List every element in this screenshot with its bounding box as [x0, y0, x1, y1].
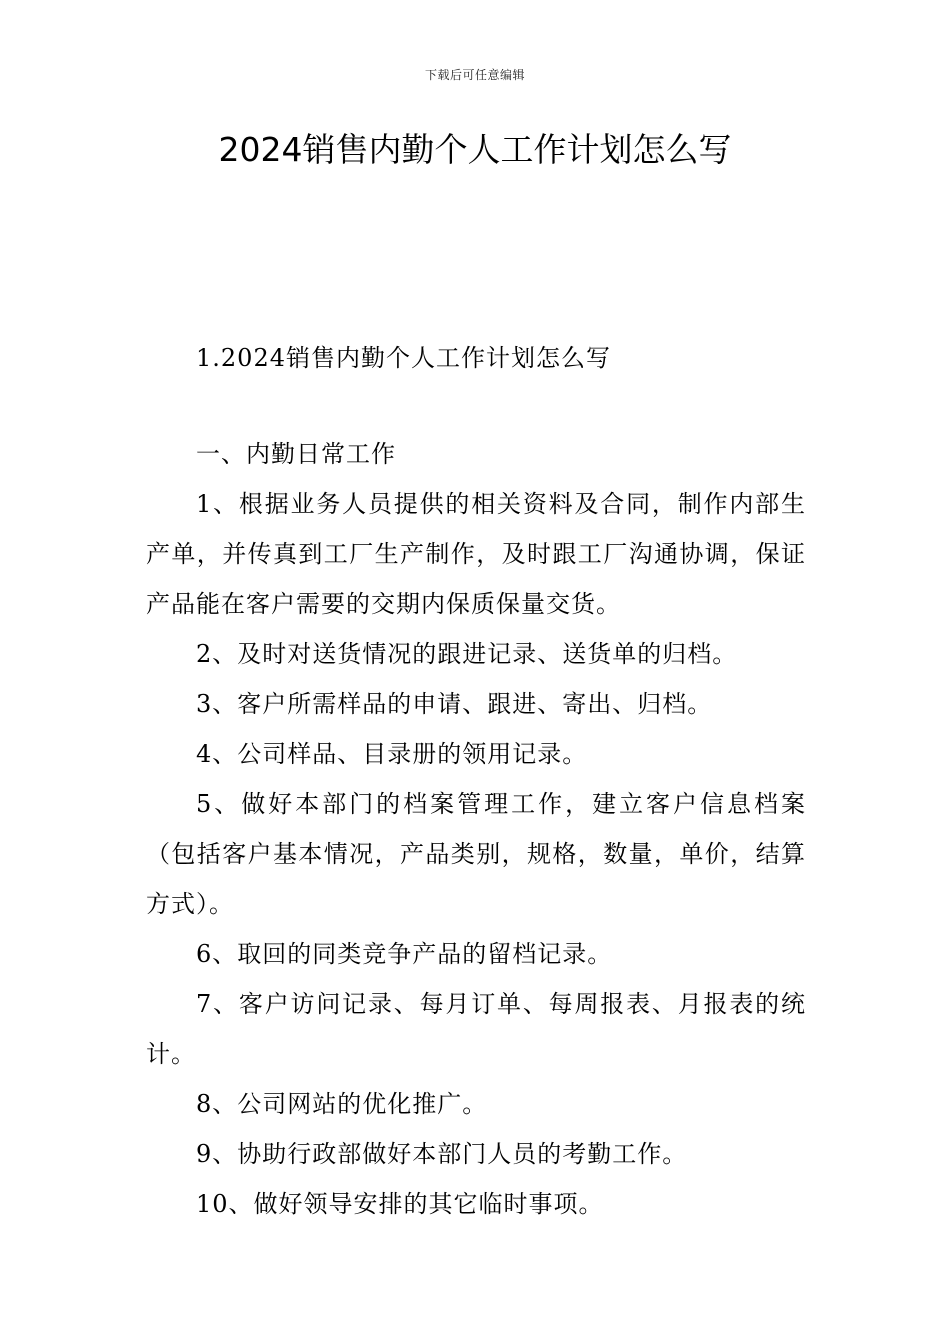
- list-item-5: 5、做好本部门的档案管理工作，建立客户信息档案（包括客户基本情况，产品类别，规格，数量，单价，结算方式）。: [146, 790, 806, 918]
- list-item-8: 8、公司网站的优化推广。: [196, 1090, 488, 1118]
- list-item-4: 4、公司样品、目录册的领用记录。: [196, 740, 588, 768]
- list-item-1: 1、根据业务人员提供的相关资料及合同，制作内部生产单，并传真到工厂生产制作，及时跟工厂沟通协调，保证产品能在客户需要的交期内保质保量交货。: [146, 490, 806, 618]
- document-body: [146, 333, 806, 1229]
- list-item-10: 10、做好领导安排的其它临时事项。: [196, 1190, 604, 1218]
- section-heading: 一、内勤日常工作: [196, 440, 396, 468]
- document-subtitle: 1.2024销售内勤个人工作计划怎么写: [196, 344, 611, 372]
- list-item-6: 6、取回的同类竞争产品的留档记录。: [196, 940, 613, 968]
- list-item-9: 9、协助行政部做好本部门人员的考勤工作。: [196, 1140, 688, 1168]
- list-item-2: 2、及时对送货情况的跟进记录、送货单的归档。: [196, 640, 738, 668]
- list-item-3: 3、客户所需样品的申请、跟进、寄出、归档。: [196, 690, 713, 718]
- document-title: 2024销售内勤个人工作计划怎么写: [218, 130, 732, 169]
- header-note: 下载后可任意编辑: [424, 68, 525, 82]
- list-item-7: 7、客户访问记录、每月订单、每周报表、月报表的统计。: [146, 990, 806, 1068]
